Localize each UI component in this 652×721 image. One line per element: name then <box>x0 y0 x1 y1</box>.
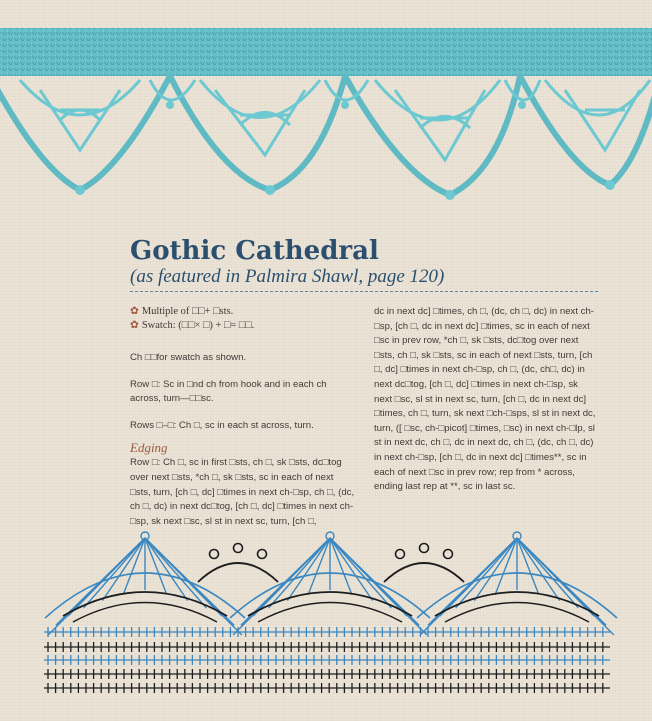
chart-fan-spoke <box>145 538 242 635</box>
chart-picot-arch <box>198 563 278 582</box>
chart-fan-spoke <box>330 538 427 635</box>
page-subtitle: (as featured in Palmira Shawl, page 120) <box>130 266 445 287</box>
chart-picot-loop <box>444 550 453 559</box>
stitch-chart <box>40 522 620 712</box>
chart-fan-spoke <box>517 538 614 635</box>
lace-edging-photo <box>0 0 652 215</box>
swatch-text: Swatch: (□□× □) + □= □□. <box>141 320 255 331</box>
chart-picot-loop <box>210 550 219 559</box>
chart-inner-arc <box>258 603 402 623</box>
swatch-spec <box>130 319 356 333</box>
page-title: Gothic Cathedral <box>130 236 379 266</box>
multiple-text: Multiple of □□+ □sts. <box>141 306 234 317</box>
chain-instruction: Ch □□for swatch as shown. <box>130 352 247 363</box>
rows-instruction: Rows □–□: Ch □, sc in each st across, turn. <box>130 419 314 431</box>
edging-heading: Edging <box>130 440 168 456</box>
pattern-header <box>130 236 600 288</box>
flower-bullet-icon: ✿ <box>130 320 139 331</box>
dashed-divider <box>130 291 598 292</box>
chart-picot-loop <box>396 550 405 559</box>
row1-instruction: Row □: Sc in □nd ch from hook and in each ch across, turn—□□sc. <box>130 378 327 405</box>
instructions-left-column <box>130 305 356 529</box>
edging-instruction-part1: Row □: Ch □, sc in first □sts, ch □, sk □sts, dc□tog over next □sts, *ch □, sk □sts, sc in each of next □sts, turn, [ch □, dc] □times in next ch-□sp, ch □, (dc, ch □, dc) in next dc□tog, [ch □, dc] □times in next ch-□sp, sk next □sc, sl st in next sc, turn, [ch □, <box>130 457 355 527</box>
chart-picot-loop <box>258 550 267 559</box>
chart-picot-arch <box>384 563 464 582</box>
instructions-right-column <box>374 305 598 495</box>
edging-instruction-part2: dc in next dc] □times, ch □, (dc, ch □, dc) in next ch-□sp, [ch □, dc in next dc] □times, sc in each of next □sc in prev row, *ch □, sk □sts, dc□tog over next □sts, ch □, sk □sts, sc in each of next □sts, turn, [ch □, dc] □times in next ch-□sp, ch □, (dc, ch□, dc) in next dc□tog, [ch □, dc] □times in next ch-□sp, sk next □sc, sl st in next sc, turn, [ch □, dc in next dc] □times, ch □, turn, sk next □ch-□sps, sl st in next dc, turn, ([ □sc, ch-□picot] □times, □sc) in next ch-□lp, sl st in next dc, ch □, dc in next dc, ch □, (dc, ch □, dc) in next ch-□sp, [ch □, dc in next dc] □times**, sc in each of next □sc in prev row; rep from * across, ending last rep at **, sc in last sc. <box>374 306 596 493</box>
flower-bullet-icon: ✿ <box>130 306 139 317</box>
chart-picot-loop <box>234 544 243 553</box>
chart-fan-spoke <box>440 538 517 616</box>
chart-picot-loop <box>420 544 429 553</box>
chart-inner-arc <box>445 603 589 623</box>
multiple-spec <box>130 305 356 319</box>
chart-inner-arc <box>73 603 217 623</box>
chart-fan-spoke <box>68 538 145 616</box>
lace-band <box>0 28 652 76</box>
